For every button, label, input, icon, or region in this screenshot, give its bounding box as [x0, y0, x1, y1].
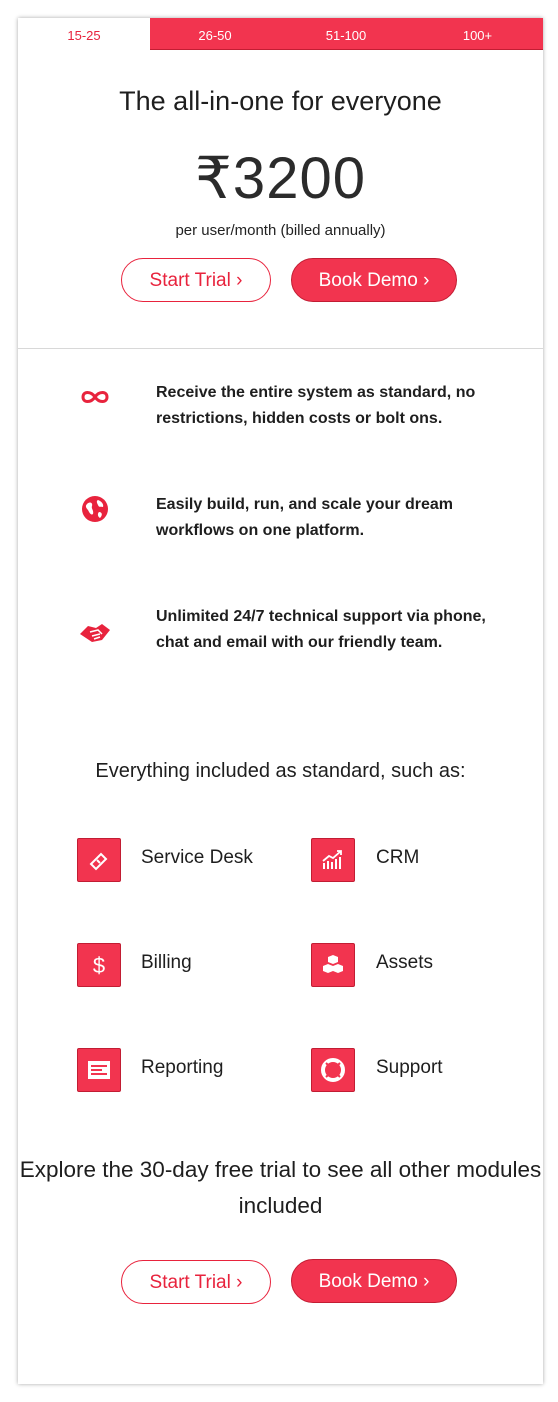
handshake-icon	[78, 616, 112, 650]
boxes-icon	[311, 943, 355, 987]
tab-26-50[interactable]: 26-50	[198, 28, 232, 43]
infinity-icon	[78, 380, 112, 414]
feature-text-standard: Receive the entire system as standard, no restrictions, hidden costs or bolt ons.	[156, 384, 476, 427]
tab-100-plus[interactable]: 100+	[462, 28, 493, 43]
feature-text-support: Unlimited 24/7 technical support via phone, chat and email with our friendly team.	[156, 608, 486, 651]
module-label-reporting: Reporting	[141, 1057, 224, 1078]
tab-51-100[interactable]: 51-100	[325, 28, 367, 43]
price: ₹3200	[195, 146, 366, 211]
svg-text:$: $	[92, 953, 106, 978]
included-heading: Everything included as standard, such as:	[95, 760, 466, 782]
growth-chart-icon	[311, 838, 355, 882]
lifebuoy-icon	[311, 1048, 355, 1092]
seat-tier-tabs	[18, 18, 543, 50]
dollar-icon	[77, 943, 121, 987]
module-label-crm: CRM	[376, 847, 420, 868]
module-label-support: Support	[376, 1057, 443, 1078]
module-label-service-desk: Service Desk	[141, 847, 253, 868]
report-icon	[77, 1048, 121, 1092]
module-label-assets: Assets	[376, 952, 434, 973]
globe-icon	[78, 492, 112, 526]
feature-text-workflows: Easily build, run, and scale your dream workflows on one platform.	[156, 496, 453, 539]
start-trial-button-bottom[interactable]: Start Trial ›	[121, 1260, 271, 1304]
tab-15-25[interactable]: 15-25	[18, 18, 150, 50]
pricing-card	[18, 18, 543, 1384]
book-demo-button-bottom[interactable]: Book Demo ›	[291, 1259, 457, 1303]
divider	[18, 348, 543, 349]
ticket-icon	[77, 838, 121, 882]
module-label-billing: Billing	[141, 952, 192, 973]
explore-trial-text: Explore the 30-day free trial to see all other modules included	[19, 1157, 542, 1218]
page-title: The all-in-one for everyone	[119, 86, 442, 116]
price-note: per user/month (billed annually)	[175, 222, 386, 239]
start-trial-button[interactable]: Start Trial ›	[121, 258, 271, 302]
book-demo-button[interactable]: Book Demo ›	[291, 258, 457, 302]
